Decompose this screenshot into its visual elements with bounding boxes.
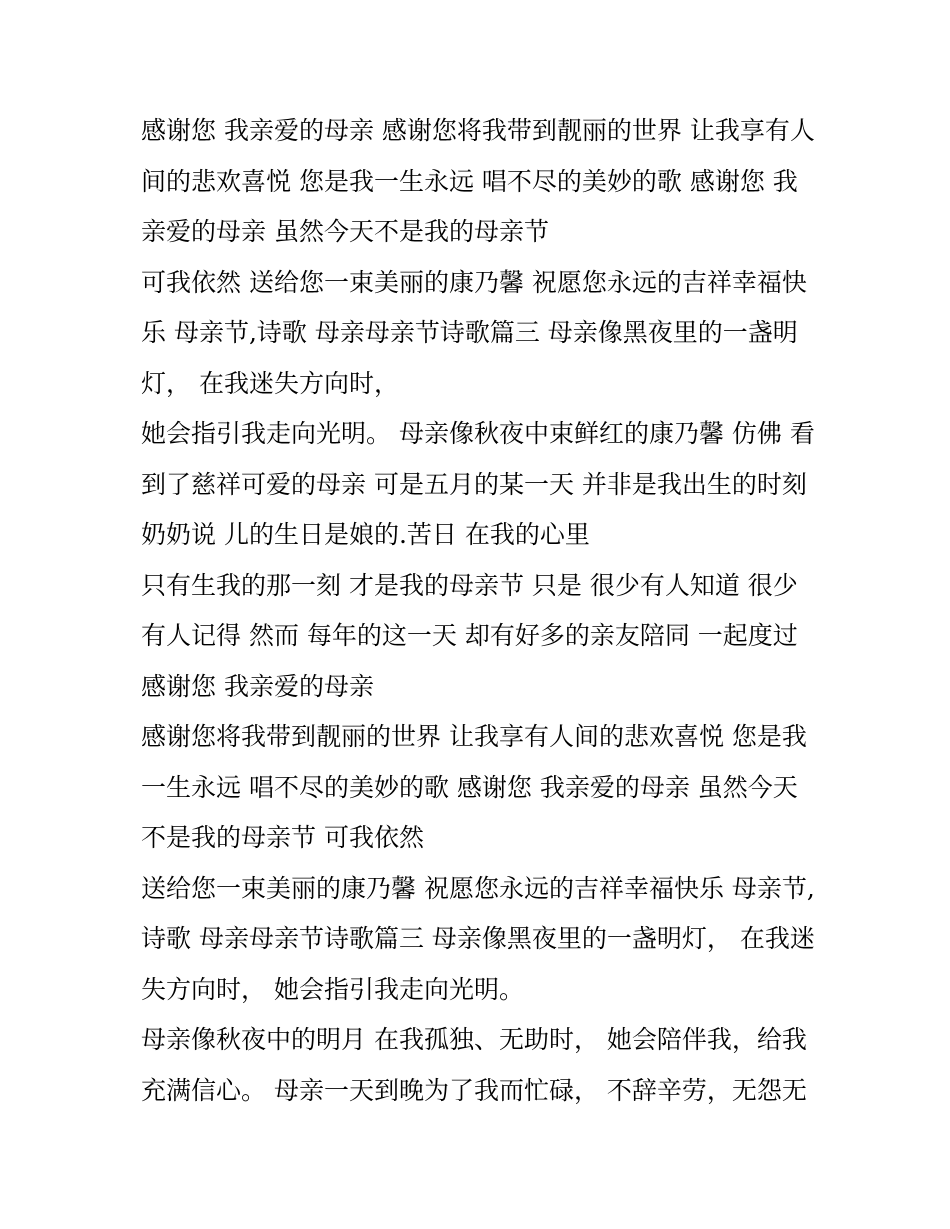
paragraph — [141, 712, 809, 864]
text-line: 到了慈祥可爱的母亲 可是五月的某一天 并非是我出生的时刻 — [141, 469, 807, 499]
text-line: 一生永远 唱不尽的美妙的歌 感谢您 我亲爱的母亲 虽然今天 — [141, 772, 798, 802]
text-line: 灯， 在我迷失方向时， — [141, 368, 399, 398]
text-line: 亲爱的母亲 虽然今天不是我的母亲节 — [141, 217, 549, 246]
text-line: 感谢您将我带到靓丽的世界 让我享有人间的悲欢喜悦 您是我 — [141, 722, 807, 751]
text-line: 可我依然 送给您一束美丽的康乃馨 祝愿您永远的吉祥幸福快 — [141, 267, 807, 297]
text-line: 母亲像秋夜中的明月 在我孤独、无助时， 她会陪伴我，给我 — [141, 1025, 807, 1054]
paragraph — [141, 561, 809, 713]
paragraph — [141, 258, 809, 410]
paragraph — [141, 864, 815, 1016]
text-line: 间的悲欢喜悦 您是我一生永远 唱不尽的美妙的歌 感谢您 我 — [141, 166, 798, 196]
text-line: 失方向时， 她会指引我走向光明。 — [141, 974, 524, 1004]
text-line: 感谢您 我亲爱的母亲 感谢您将我带到靓丽的世界 让我享有人 — [141, 116, 815, 145]
paragraph — [141, 106, 815, 258]
text-line: 她会指引我走向光明。 母亲像秋夜中束鲜红的康乃馨 仿佛 看 — [141, 419, 815, 448]
text-line: 只有生我的那一刻 才是我的母亲节 只是 很少有人知道 很少 — [141, 570, 798, 600]
text-line: 感谢您 我亲爱的母亲 — [141, 671, 374, 701]
text-line: 乐 母亲节,诗歌 母亲母亲节诗歌篇三 母亲像黑夜里的一盏明 — [141, 318, 798, 347]
text-line: 诗歌 母亲母亲节诗歌篇三 母亲像黑夜里的一盏明灯， 在我迷 — [141, 924, 815, 953]
paragraph — [141, 1015, 809, 1116]
text-line: 有人记得 然而 每年的这一天 却有好多的亲友陪同 一起度过 — [141, 621, 798, 650]
text-line: 送给您一束美丽的康乃馨 祝愿您永远的吉祥幸福快乐 母亲节, — [141, 873, 815, 903]
text-line: 不是我的母亲节 可我依然 — [141, 823, 424, 852]
text-line: 奶奶说 儿的生日是娘的.苦日 在我的心里 — [141, 520, 590, 549]
text-line: 充满信心。 母亲一天到晚为了我而忙碌， 不辞辛劳，无怨无 — [141, 1075, 807, 1105]
paragraph — [141, 409, 815, 561]
document-body — [141, 106, 815, 1116]
